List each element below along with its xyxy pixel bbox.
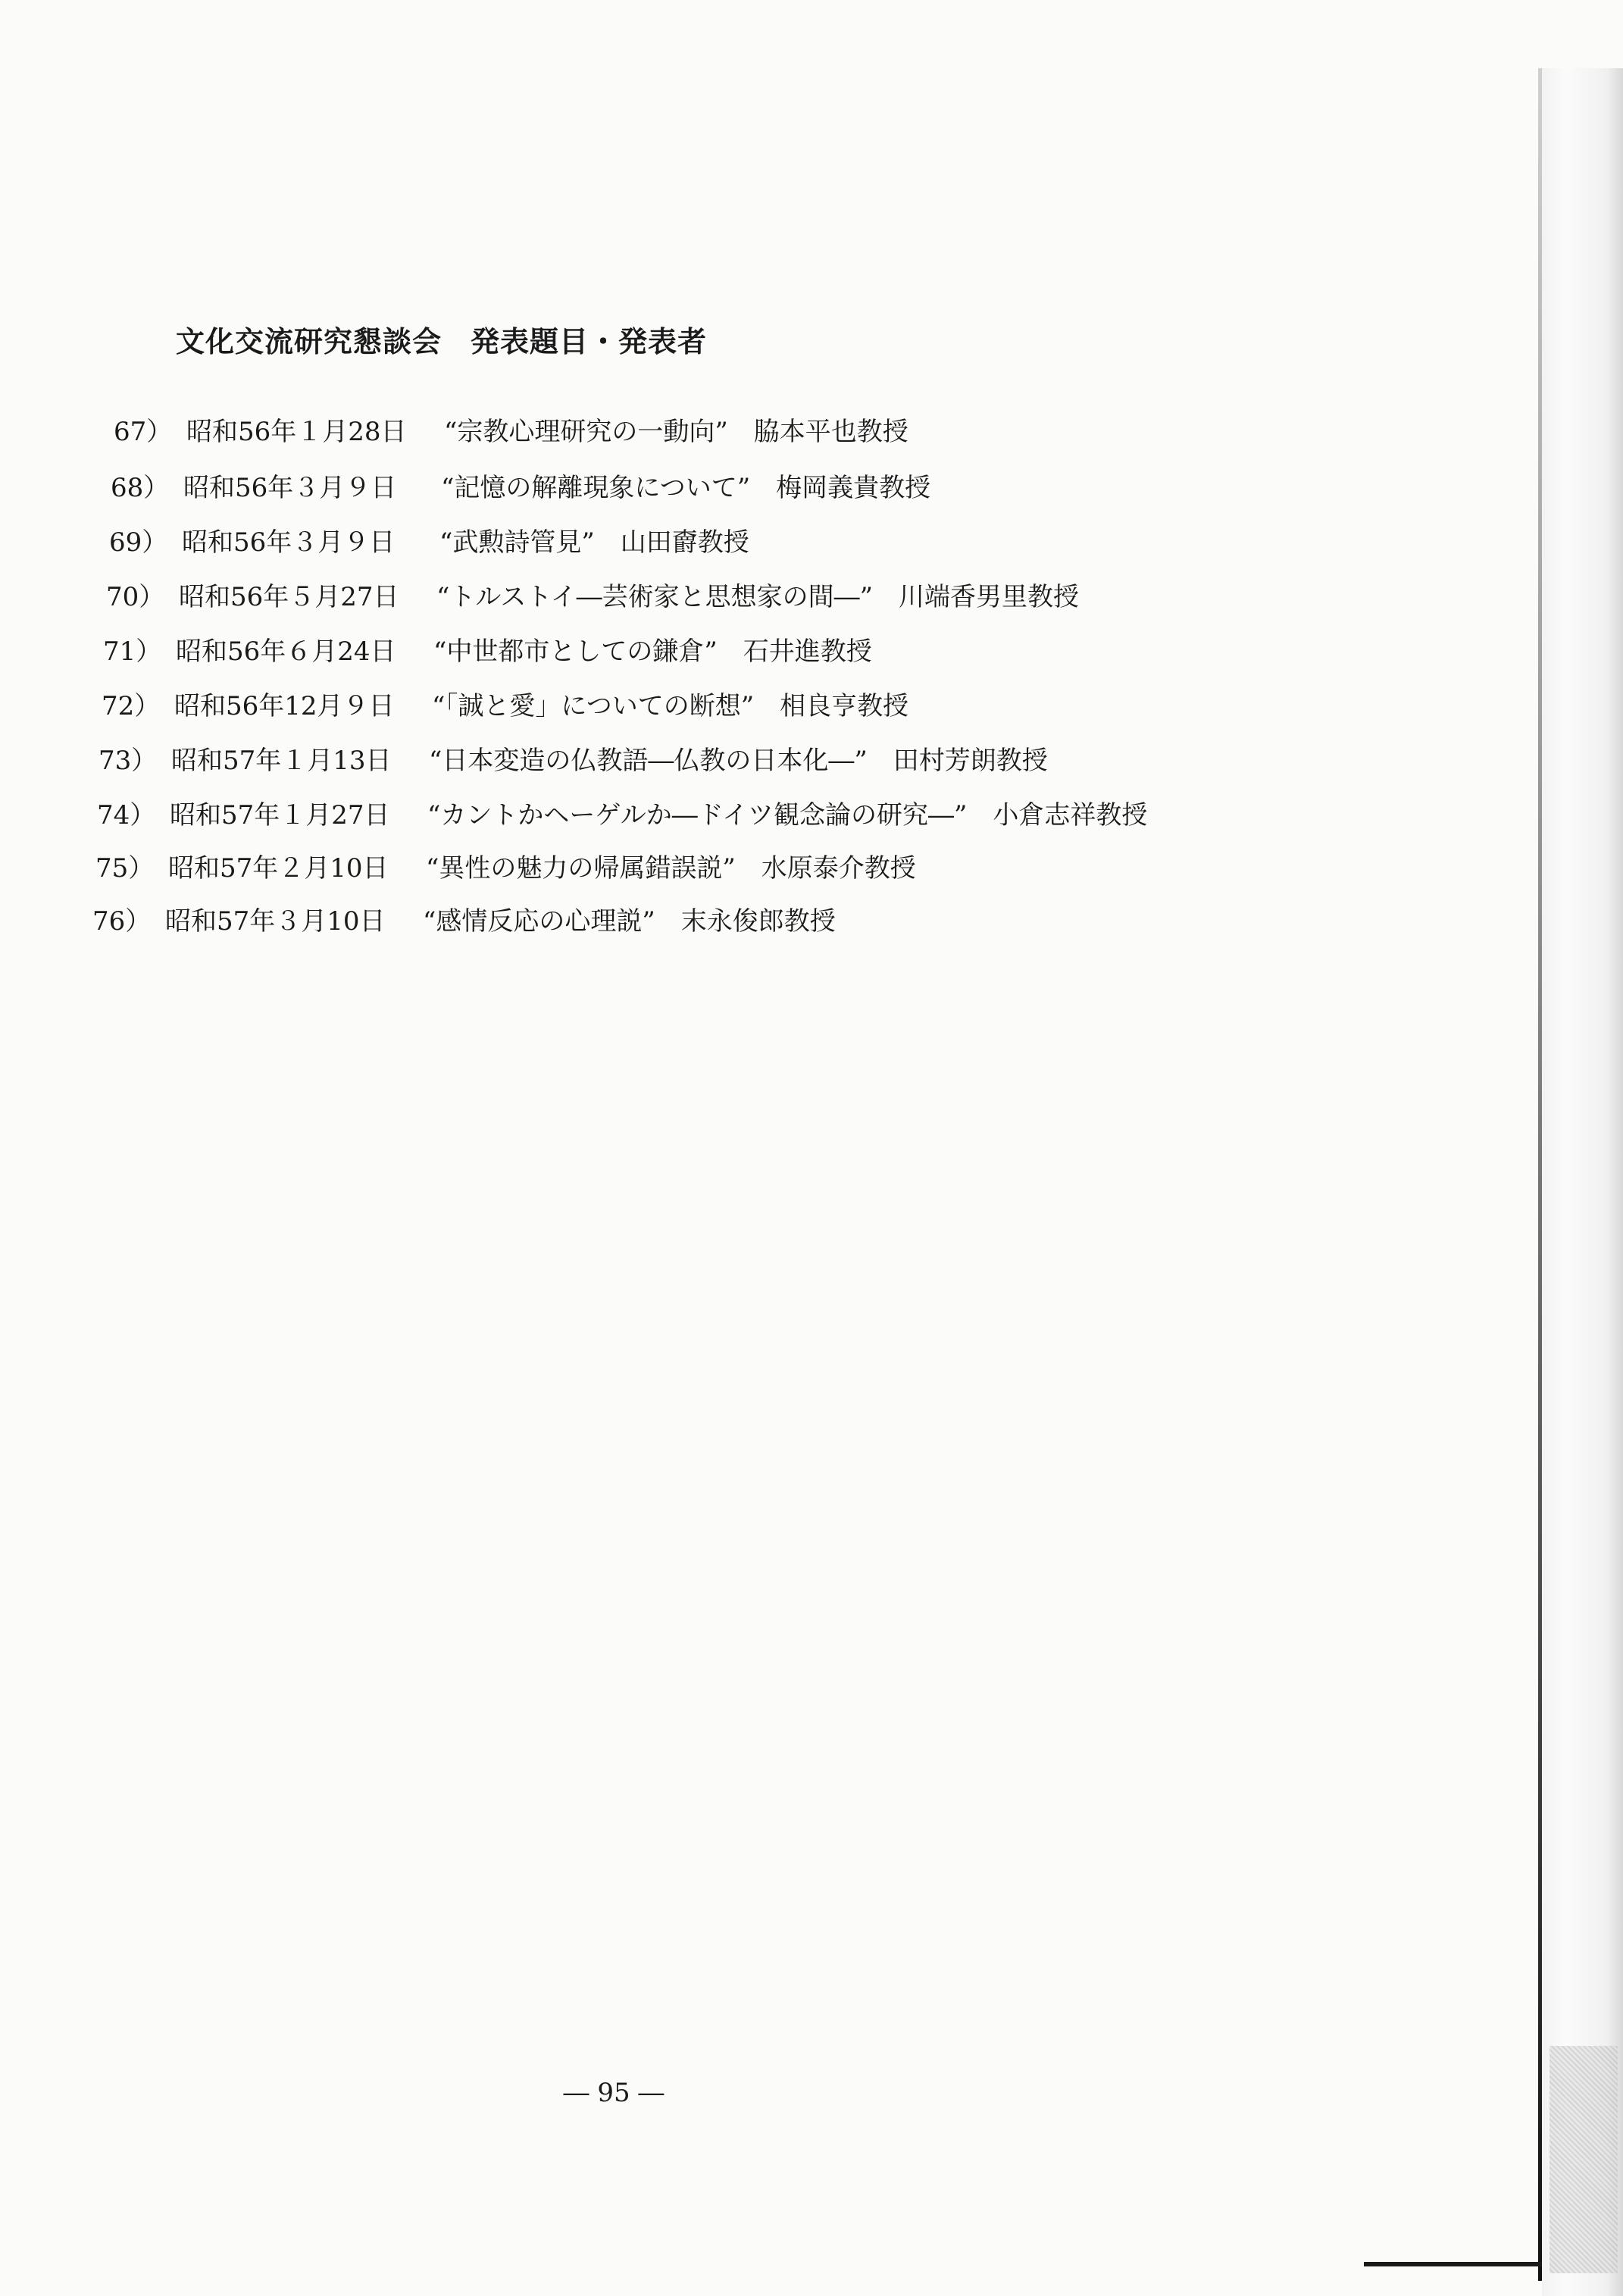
list-item — [109, 526, 749, 559]
entry-number: 76） — [92, 906, 152, 937]
entry-presenter: 川端香男里教授 — [899, 582, 1080, 612]
entry-number: 75） — [95, 853, 155, 884]
entry-presenter: 水原泰介教授 — [761, 853, 916, 884]
entry-number: 73） — [99, 746, 158, 776]
list-item — [97, 799, 1147, 832]
entry-date: 昭和57年１月27日 — [170, 800, 390, 831]
entry-date: 昭和56年５月27日 — [179, 582, 399, 612]
entry-title: “宗教心理研究の一動向” — [444, 417, 728, 447]
list-item — [92, 905, 836, 938]
entry-presenter: 田村芳朗教授 — [893, 746, 1048, 776]
entry-presenter: 末永俊郎教授 — [680, 906, 836, 937]
list-item — [95, 852, 916, 885]
entry-title: “日本変造の仏教語―仏教の日本化―” — [429, 746, 868, 776]
entry-title: “記憶の解離現象について” — [441, 473, 751, 503]
section-heading — [176, 318, 707, 360]
entry-title: “感情反応の心理説” — [423, 906, 655, 937]
entry-number: 70） — [106, 582, 165, 612]
entry-date: 昭和57年１月13日 — [171, 746, 392, 776]
list-item — [103, 635, 872, 668]
binding-texture — [1550, 2046, 1618, 2273]
entry-title: “トルストイ―芸術家と思想家の間―” — [436, 582, 874, 612]
entry-number: 72） — [102, 691, 161, 721]
entry-number: 67） — [114, 417, 173, 447]
list-item — [102, 690, 908, 723]
entry-date: 昭和56年３月９日 — [182, 527, 396, 558]
entry-presenter: 小倉志祥教授 — [993, 800, 1148, 831]
entry-date: 昭和56年12月９日 — [174, 691, 395, 721]
list-item — [106, 580, 1079, 614]
entry-number: 69） — [109, 527, 168, 558]
binding-edge — [1538, 68, 1542, 2281]
list-item — [111, 471, 930, 505]
entry-presenter: 脇本平也教授 — [753, 417, 908, 447]
entry-title: “武勲詩管見” — [439, 527, 595, 558]
entry-title: “「誠と愛」についての断想” — [432, 691, 755, 721]
entry-date: 昭和57年２月10日 — [168, 853, 389, 884]
entry-number: 74） — [97, 800, 156, 831]
page-number: ― 95 ― — [563, 2078, 665, 2108]
entry-date: 昭和57年３月10日 — [165, 906, 386, 937]
entry-title: “中世都市としての鎌倉” — [433, 637, 718, 667]
heading-subtitle: 発表題目・発表者 — [471, 325, 708, 358]
entry-title: “カントかヘーゲルか―ドイツ観念論の研究―” — [427, 800, 968, 831]
entry-date: 昭和56年１月28日 — [186, 417, 407, 447]
entry-number: 68） — [111, 473, 170, 503]
entry-title: “異性の魅力の帰属錯誤説” — [426, 853, 736, 884]
binding-shadow — [1542, 68, 1623, 2296]
entry-date: 昭和56年６月24日 — [176, 637, 396, 667]
entry-presenter: 梅岡義貴教授 — [776, 473, 931, 503]
entry-number: 71） — [103, 637, 162, 667]
list-item — [99, 744, 1048, 777]
entry-presenter: 相良亨教授 — [780, 691, 909, 721]
entry-date: 昭和56年３月９日 — [183, 473, 397, 503]
list-item — [114, 415, 908, 449]
binding-foot — [1364, 2262, 1542, 2266]
entry-presenter: 石井進教授 — [743, 637, 872, 667]
heading-title: 文化交流研究懇談会 — [176, 325, 442, 358]
entry-presenter: 山田𣝣教授 — [620, 527, 749, 558]
